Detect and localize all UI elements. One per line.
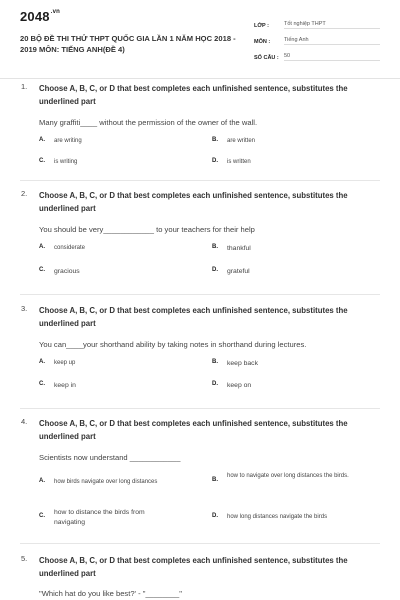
option-text: keep in — [54, 382, 76, 389]
logo-suffix: .vn — [50, 9, 61, 15]
option-letter: A. — [39, 137, 45, 143]
meta-row-subject — [254, 31, 380, 45]
option-a[interactable] — [39, 244, 204, 253]
option-text: how to distance the birds from navigating — [54, 509, 145, 526]
answer-options — [39, 137, 379, 177]
option-letter: B. — [212, 359, 218, 365]
answer-options — [39, 244, 379, 284]
question-2 — [0, 189, 400, 284]
answer-options — [39, 359, 379, 399]
option-a[interactable] — [39, 359, 204, 368]
option-a[interactable] — [39, 478, 204, 487]
divider — [20, 408, 380, 409]
divider — [20, 294, 380, 295]
question-header — [0, 417, 400, 443]
question-header — [0, 82, 400, 108]
option-d[interactable] — [212, 267, 377, 277]
option-letter: B. — [212, 137, 218, 143]
option-letter: C. — [39, 158, 45, 164]
option-text: are written — [227, 138, 256, 144]
question-number: 4. — [21, 417, 28, 426]
option-d[interactable] — [212, 513, 377, 522]
question-3 — [0, 304, 400, 399]
divider — [20, 543, 380, 544]
option-a[interactable] — [39, 137, 204, 146]
option-c[interactable] — [39, 508, 204, 528]
option-text: how long distances navigate the birds — [227, 514, 328, 520]
question-number: 2. — [21, 189, 28, 198]
option-d[interactable] — [212, 381, 377, 391]
option-text: keep back — [227, 360, 258, 367]
question-header — [0, 189, 400, 215]
option-letter: B. — [212, 244, 218, 250]
question-instruction: Choose A, B, C, or D that best completes each unfinished sentence, substitutes the underlined part — [39, 419, 348, 441]
exam-title: 20 BỘ ĐỀ THI THỬ THPT QUỐC GIA LẦN 1 NĂM HỌC 2018 - 2019 MÔN: TIẾNG ANH(ĐỀ 4) — [20, 34, 236, 54]
option-letter: C. — [39, 513, 45, 519]
meta-value: Tốt nghiệp THPT — [284, 21, 380, 29]
site-logo[interactable] — [20, 9, 60, 24]
question-stem: You can____your shorthand ability by taking notes in shorthand during lectures. — [39, 340, 307, 349]
question-header — [0, 304, 400, 330]
question-instruction: Choose A, B, C, or D that best completes each unfinished sentence, substitutes the underlined part — [39, 306, 348, 328]
option-b[interactable] — [212, 472, 377, 483]
option-text: keep on — [227, 382, 252, 389]
question-instruction: Choose A, B, C, or D that best completes each unfinished sentence, substitutes the underlined part — [39, 556, 348, 578]
option-text: thankful — [227, 245, 251, 252]
question-instruction: Choose A, B, C, or D that best completes each unfinished sentence, substitutes the underlined part — [39, 191, 348, 213]
option-letter: A. — [39, 478, 45, 484]
option-b[interactable] — [212, 137, 377, 146]
option-b[interactable] — [212, 244, 377, 254]
option-letter: A. — [39, 244, 45, 250]
answer-options — [39, 472, 379, 534]
question-number: 1. — [21, 82, 28, 91]
option-text: is written — [227, 159, 251, 165]
meta-label: SỐ CÂU : — [254, 55, 279, 61]
option-c[interactable] — [39, 381, 204, 391]
question-number: 3. — [21, 304, 28, 313]
question-stem: You should be very____________ to your teachers for their help — [39, 225, 255, 234]
option-c[interactable] — [39, 158, 204, 167]
option-d[interactable] — [212, 158, 377, 167]
option-text: how birds navigate over long distances — [54, 479, 158, 485]
exam-meta — [254, 15, 380, 63]
option-letter: A. — [39, 359, 45, 365]
option-text: keep up — [54, 360, 76, 366]
meta-label: MÔN : — [254, 39, 271, 45]
question-stem: "Which hat do you like best?' - "________" — [39, 589, 182, 598]
option-letter: D. — [212, 381, 218, 387]
meta-label: LỚP : — [254, 23, 269, 29]
logo-text: 2048 — [20, 9, 50, 24]
divider — [20, 180, 380, 181]
option-text: grateful — [227, 268, 250, 275]
option-text: are writing — [54, 138, 82, 144]
option-text: how to navigate over long distances the birds. — [227, 473, 349, 479]
question-stem: Scientists now understand ____________ — [39, 453, 181, 462]
exam-header — [0, 0, 400, 79]
option-text: is writing — [54, 159, 78, 165]
meta-value: 50 — [284, 53, 380, 61]
option-letter: D. — [212, 158, 218, 164]
option-c[interactable] — [39, 267, 204, 277]
option-letter: C. — [39, 381, 45, 387]
meta-row-count — [254, 47, 380, 61]
option-letter: B. — [212, 477, 218, 483]
question-stem: Many graffiti____ without the permission of the owner of the wall. — [39, 118, 258, 127]
option-letter: D. — [212, 267, 218, 273]
question-instruction: Choose A, B, C, or D that best completes each unfinished sentence, substitutes the underlined part — [39, 84, 348, 106]
meta-row-class — [254, 15, 380, 29]
option-letter: C. — [39, 267, 45, 273]
question-1 — [0, 82, 400, 177]
meta-value: Tiếng Anh — [284, 37, 380, 45]
option-letter: D. — [212, 513, 218, 519]
question-4 — [0, 417, 400, 534]
question-number: 5. — [21, 554, 28, 563]
question-5 — [0, 554, 400, 598]
option-text: gracious — [54, 268, 80, 275]
option-text: considerate — [54, 245, 86, 251]
option-b[interactable] — [212, 359, 377, 369]
question-header — [0, 554, 400, 580]
